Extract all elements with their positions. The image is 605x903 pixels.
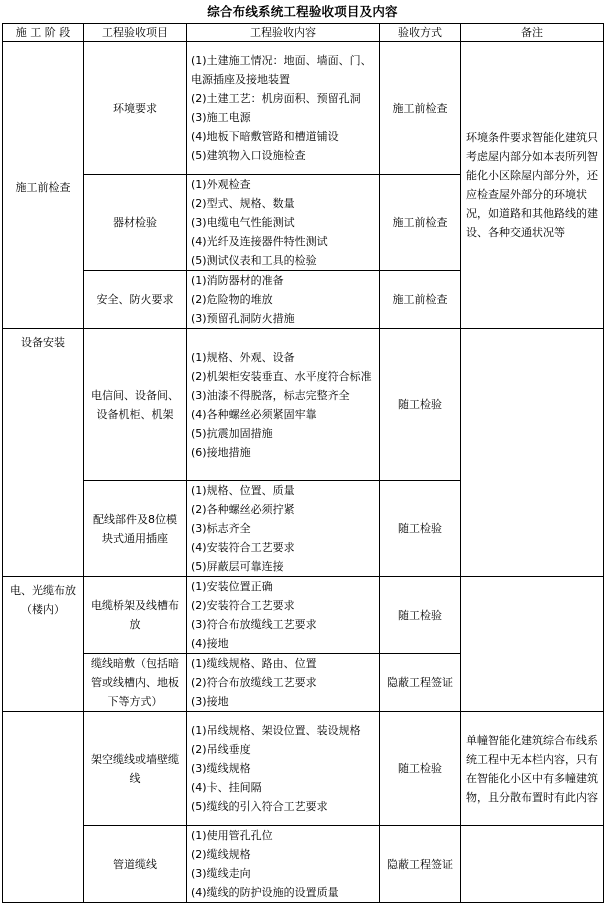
content-cell xyxy=(187,175,380,271)
content-line: (5)抗震加固措施 xyxy=(191,426,273,440)
content-line: (4)各种螺丝必须紧固牢靠 xyxy=(191,407,317,421)
item-cell: 缆线暗敷（包括暗管或线槽内、地板下等方式） xyxy=(84,654,187,712)
content-line: (3)符合布放缆线工艺要求 xyxy=(191,618,317,631)
content-cell xyxy=(187,826,380,903)
content-line: (2)安装符合工艺要求 xyxy=(191,599,295,612)
content-line: (4)卡、挂间隔 xyxy=(191,781,262,794)
header-item: 工程验收项目 xyxy=(84,24,187,42)
stage-cell: 电、光缆布放（楼内） xyxy=(3,577,84,712)
content-line: (1)规格、位置、质量 xyxy=(191,484,295,497)
table-row xyxy=(3,329,604,481)
content-line: (2)缆线规格 xyxy=(191,848,251,861)
content-line: (1)使用管孔孔位 xyxy=(191,829,273,842)
content-line: (3)缆线走向 xyxy=(191,867,251,880)
note-cell: 单幢智能化建筑综合布线系统工程中无本栏内容，只有在智能化小区中有多幢建筑物，且分散布置时有此内容 xyxy=(461,712,604,826)
header-content: 工程验收内容 xyxy=(187,24,380,42)
content-line: (4)光纤及连接器件特性测试 xyxy=(191,235,328,248)
content-line: (5)缆线的引入符合工艺要求 xyxy=(191,800,328,813)
content-line: (4)接地 xyxy=(191,637,229,650)
acceptance-table xyxy=(2,23,604,903)
content-line: (2)符合布放缆线工艺要求 xyxy=(191,676,317,689)
item-cell: 配线部件及8位模块式通用插座 xyxy=(84,481,187,577)
content-line: (3)接地 xyxy=(191,695,229,708)
content-line: (3)标志齐全 xyxy=(191,522,251,535)
header-stage: 施 工 阶 段 xyxy=(3,24,84,42)
item-cell: 架空缆线或墙壁缆线 xyxy=(84,712,187,826)
content-line: (5)建筑物入口设施检查 xyxy=(191,149,306,162)
item-cell: 安全、防火要求 xyxy=(84,271,187,329)
item-cell: 电缆桥架及线槽布放 xyxy=(84,577,187,654)
content-line: (3)预留孔洞防火措施 xyxy=(191,312,295,325)
method-cell: 施工前检查 xyxy=(380,42,461,175)
table-title: 综合布线系统工程验收项目及内容 xyxy=(207,4,398,19)
content-line: (1)土建施工情况：地面、墙面、门、电源插座及接地装置 xyxy=(191,54,372,86)
header-method: 验收方式 xyxy=(380,24,461,42)
method-cell: 随工检验 xyxy=(380,481,461,577)
content-line: (3)油漆不得脱落，标志完整齐全 xyxy=(191,388,350,402)
content-cell xyxy=(187,481,380,577)
method-cell: 隐蔽工程签证 xyxy=(380,826,461,903)
table-row xyxy=(3,42,604,175)
content-line: (2)机架柜安装垂直、水平度符合标准 xyxy=(191,369,372,383)
method-cell: 随工检验 xyxy=(380,712,461,826)
note-cell-empty xyxy=(461,826,604,903)
stage-cell: 设备安装 xyxy=(3,329,84,577)
method-cell: 施工前检查 xyxy=(380,271,461,329)
content-line: (1)外观检查 xyxy=(191,178,251,191)
note-cell: 环境条件要求智能化建筑只考虑屋内部分如本表所列智能化小区除屋内部分外，还应检查屋外部分的环境状况，如道路和其他路线的建设、各种交通状况等 xyxy=(461,42,604,329)
table-row xyxy=(3,826,604,903)
content-cell xyxy=(187,42,380,175)
content-line: (1)缆线规格、路由、位置 xyxy=(191,657,317,670)
stage-cell: 施工前检查 xyxy=(3,42,84,329)
table-row xyxy=(3,712,604,826)
content-line: (1)安装位置正确 xyxy=(191,580,273,593)
content-line: (6)接地措施 xyxy=(191,445,251,459)
note-cell-empty xyxy=(461,577,604,712)
method-cell: 施工前检查 xyxy=(380,175,461,271)
item-cell: 管道缆线 xyxy=(84,826,187,903)
content-line: (4)安装符合工艺要求 xyxy=(191,541,295,554)
content-cell xyxy=(187,712,380,826)
note-cell-empty xyxy=(461,329,604,577)
item-cell: 器材检验 xyxy=(84,175,187,271)
content-line: (4)缆线的防护设施的设置质量 xyxy=(191,886,339,899)
content-line: (2)危险物的堆放 xyxy=(191,293,273,306)
content-cell xyxy=(187,271,380,329)
content-line: (3)施工电源 xyxy=(191,111,251,124)
content-line: (1)消防器材的准备 xyxy=(191,274,284,287)
content-line: (2)土建工艺：机房面积、预留孔洞 xyxy=(191,92,361,105)
content-line: (4)地板下暗敷管路和槽道铺设 xyxy=(191,130,339,143)
header-note: 备注 xyxy=(461,24,604,42)
method-cell: 隐蔽工程签证 xyxy=(380,654,461,712)
content-line: (1)规格、外观、设备 xyxy=(191,350,295,364)
content-cell xyxy=(187,577,380,654)
content-line: (2)吊线垂度 xyxy=(191,743,251,756)
method-cell: 随工检验 xyxy=(380,329,461,481)
method-cell: 随工检验 xyxy=(380,577,461,654)
item-cell: 电信间、设备间、设备机柜、机架 xyxy=(84,329,187,481)
content-line: (2)各种螺丝必须拧紧 xyxy=(191,503,295,516)
stage-cell xyxy=(3,712,84,903)
content-line: (3)电缆电气性能测试 xyxy=(191,216,295,229)
item-cell: 环境要求 xyxy=(84,42,187,175)
content-line: (5)测试仪表和工具的检验 xyxy=(191,254,317,267)
content-line: (5)屏蔽层可靠连接 xyxy=(191,560,284,573)
header-row xyxy=(3,24,604,42)
content-line: (3)缆线规格 xyxy=(191,762,251,775)
content-cell xyxy=(187,329,380,481)
content-line: (1)吊线规格、架设位置、装设规格 xyxy=(191,724,361,737)
content-line: (2)型式、规格、数量 xyxy=(191,197,295,210)
content-cell xyxy=(187,654,380,712)
table-row xyxy=(3,577,604,654)
